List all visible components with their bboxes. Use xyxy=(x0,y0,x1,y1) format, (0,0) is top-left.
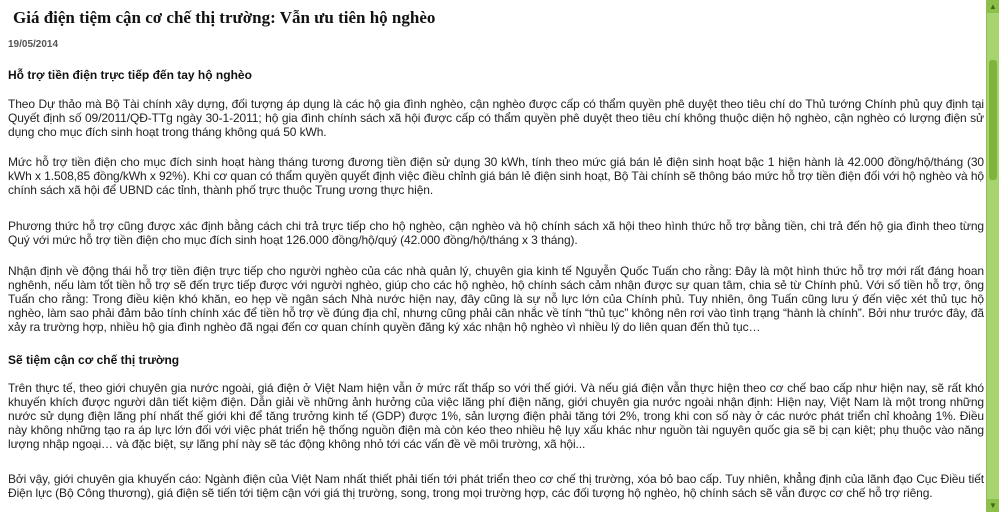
paragraph-5: Trên thực tế, theo giới chuyên gia nước ngoài, giá điện ở Việt Nam hiện vẫn ở mức rất thấp so với thế giới. Và nếu giá điện vẫn thực hiện theo cơ chế bao cấp như hiện nay, sẽ rất khó khuyến khích được người dân tiết kiệm điện. Dẫn giải về những ảnh hưởng của việc lãng phí điện năng, giới chuyên gia nước ngoài nhận định: Hiện nay, Việt Nam là một trong những nước sử dụng điện lãng phí nhất thế giới khi để tăng trưởng kinh tế (GDP) được 1%, sản lượng điện phải tăng tới 2%, trong khi con số này ở các nước phát triển chỉ khoảng 1%. Điều này không những tạo ra áp lực lớn đối với việc phát triển hệ thống nguồn điện mà còn kéo theo nhiều hệ lụy xấu khác như nguồn tài nguyên quốc gia sẽ bị cạn kiệt; phụ thuộc vào năng lượng nhập ngoại… và đặc biệt, sự lãng phí này sẽ tác động không nhỏ tới các vấn đề về môi trường, xã hội... xyxy=(8,381,984,451)
section-heading-support: Hỗ trợ tiền điện trực tiếp đến tay hộ nghèo xyxy=(8,68,252,82)
paragraph-2: Mức hỗ trợ tiền điện cho mục đích sinh hoạt hàng tháng tương đương tiền điện sử dụng 30 kWh, tính theo mức giá bán lẻ điện sinh hoạt bậc 1 hiện hành là 42.000 đồng/hộ/tháng (30 kWh x 1.508,85 đồng/kWh x 92%). Khi cơ quan có thẩm quyền quyết định việc điều chỉnh giá bán lẻ điện sinh hoạt, Bộ Tài chính sẽ thông báo mức hỗ trợ tiền điện đối với hộ nghèo và hộ chính sách xã hội để UBND các tỉnh, thành phố trực thuộc Trung ương thực hiện. xyxy=(8,155,984,197)
scroll-up-icon[interactable]: ▲ xyxy=(987,0,999,13)
vertical-scrollbar[interactable] xyxy=(986,0,999,512)
section-heading-market: Sẽ tiệm cận cơ chế thị trường xyxy=(8,353,180,367)
article-date: 19/05/2014 xyxy=(8,39,59,50)
paragraph-3: Phương thức hỗ trợ cũng được xác định bằng cách chi trả trực tiếp cho hộ nghèo, cận nghèo và hộ chính sách xã hội theo hình thức hỗ trợ bằng tiền, chi trả đến hộ gia đình theo từng Quý với mức hỗ trợ tiền điện cho mục đích sinh hoạt 126.000 đồng/hộ/quý (42.000 đồng/hộ/tháng x 3 tháng). xyxy=(8,219,984,247)
article-title: Giá điện tiệm cận cơ chế thị trường: Vẫn ưu tiên hộ nghèo xyxy=(13,8,436,27)
paragraph-6: Bởi vậy, giới chuyên gia khuyến cáo: Ngành điện của Việt Nam nhất thiết phải tiến tới phát triển theo cơ chế thị trường, xóa bỏ bao cấp. Tuy nhiên, khẳng định của lãnh đạo Cục Điều tiết Điện lực (Bộ Công thương), giá điện sẽ tiến tới tiệm cận với giá thị trường, song, trong mọi trường hợp, các đối tượng hộ nghèo, hộ chính sách sẽ vẫn được cơ chế hỗ trợ riêng. xyxy=(8,472,984,500)
scroll-down-icon[interactable]: ▼ xyxy=(987,499,999,512)
paragraph-4: Nhận định về động thái hỗ trợ tiền điện trực tiếp cho người nghèo của các nhà quản lý, chuyên gia kinh tế Nguyễn Quốc Tuấn cho rằng: Đây là một hình thức hỗ trợ mới rất đáng hoan nghênh, nếu làm tốt tiền hỗ trợ sẽ đến trực tiếp được với người nghèo, giúp cho các hộ nghèo, hộ chính sách cảm nhận được sự quan tâm, chia sẻ từ Chính phủ. Với số tiền hỗ trợ, ông Tuấn cho rằng: Trong điều kiện khó khăn, eo hẹp về ngân sách Nhà nước hiện nay, đây cũng là sự nỗ lực lớn của Chính phủ. Tuy nhiên, ông Tuấn cũng lưu ý đến việc xét thủ tục hộ nghèo, làm sao phải đảm bảo tính chính xác để tiền hỗ trợ về đúng địa chỉ, nhưng cũng phải cân nhắc về tính “thủ tục” không nên rơi vào tình trạng “hành là chính”. Bởi như trước đây, đã xảy ra trường hợp, nhiều hộ gia đình nghèo đã ngại đến cơ quan chính quyền đăng ký xác nhận hộ nghèo vì nhiều lý do liên quan đến thủ tục… xyxy=(8,264,984,334)
paragraph-1: Theo Dự thảo mà Bộ Tài chính xây dựng, đối tượng áp dụng là các hộ gia đình nghèo, cận nghèo được cấp có thẩm quyền phê duyệt theo tiêu chí do Thủ tướng Chính phủ quy định tại Quyết định số 09/2011/QĐ-TTg ngày 30-1-2011; hộ gia đình chính sách xã hội được cấp có thẩm quyền phê duyệt theo tiêu chí không thuộc diện hộ nghèo, cận nghèo có lượng điện sử dụng cho mục đích sinh hoạt trong tháng không quá 50 kWh. xyxy=(8,97,984,139)
scroll-thumb[interactable] xyxy=(989,60,997,180)
